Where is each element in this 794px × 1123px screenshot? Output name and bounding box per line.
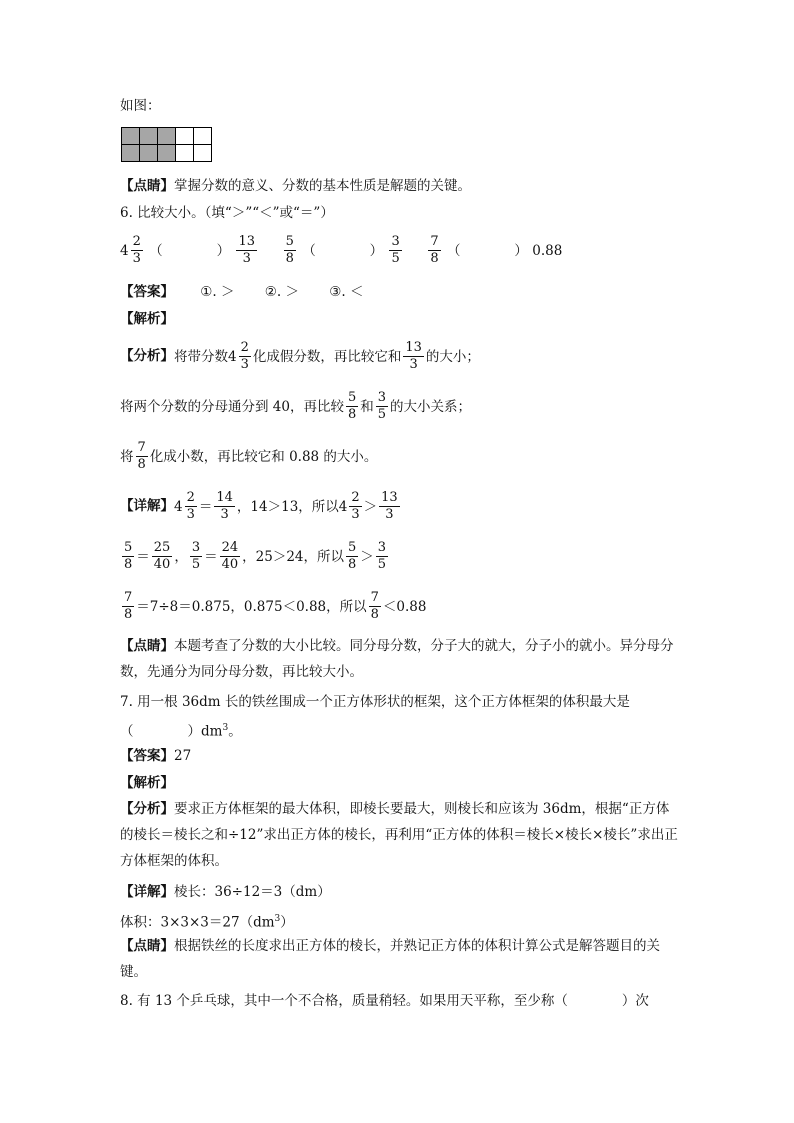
fraction: $\frac{5}{8}$ bbox=[347, 390, 357, 422]
fraction: $\frac{7}{8}$ bbox=[124, 590, 133, 622]
fraction: $\frac{3}{5}$ bbox=[377, 390, 387, 422]
q7-jiexi: 【解析】 bbox=[120, 775, 174, 791]
q6-detail-1: 【详解】4 $\frac{2}{3}$ ＝ $\frac{14}{3}$ ，14＞13，所以4 $\frac{2}{3}$ ＞ $\frac{13}{3}$ bbox=[120, 490, 398, 522]
grid-cell bbox=[194, 145, 212, 162]
answer-blank-1[interactable]: （ ） bbox=[149, 242, 231, 259]
q7-detail-2: 体积：$3\times 3\times 3=27(dm^3)$ bbox=[120, 914, 294, 931]
fraction: $\frac{25}{40}$ bbox=[153, 540, 171, 572]
grid-cell-shaded bbox=[140, 128, 158, 145]
grid-cell-shaded bbox=[158, 128, 176, 145]
fraction: $\frac{3}{5}$ bbox=[377, 540, 387, 572]
q6-fenxi-1: 【分析】将带分数4 $\frac{2}{3}$ 化成假分数，再比较它和 $\frac{13}{3}$ 的大小； bbox=[120, 340, 480, 372]
fraction: $\frac{3}{5}$ bbox=[191, 540, 201, 572]
fraction: $\frac{2}{3}$ bbox=[132, 234, 141, 266]
fraction: $\frac{13}{3}$ bbox=[381, 490, 398, 522]
fraction: $\frac{14}{3}$ bbox=[216, 490, 233, 522]
fraction: $\frac{2}{3}$ bbox=[186, 490, 195, 522]
fraction: $\frac{5}{8}$ bbox=[348, 540, 357, 572]
fraction: $\frac{2}{3}$ bbox=[351, 490, 360, 522]
q7-fenxi: 【分析】要求正方体框架的最大体积，即棱长要最大，则棱长和应该为 36dm，根据“正方体的棱长＝棱长之和÷12”求出正方体的棱长，再利用“正方体的体积＝棱长×棱长×棱长”求出正方体框架的体积。 bbox=[120, 801, 678, 869]
grid-cell-shaded bbox=[140, 145, 158, 162]
grid-cell bbox=[194, 128, 212, 145]
fraction: $\frac{24}{40}$ bbox=[221, 540, 239, 572]
answer-blank-3[interactable]: （ ） bbox=[446, 242, 528, 259]
q6-fenxi-3: 将 $\frac{7}{8}$ 化成小数，再比较它和 0.88 的大小。 bbox=[120, 440, 378, 472]
q6-answer: 【答案】 ①. ＞ ②. ＞ ③. ＜ bbox=[120, 284, 364, 300]
q6-detail-3: $\frac{7}{8}$ ＝7÷8＝0.875，0.875＜0.88，所以 $\frac{7}{8}$ ＜0.88 bbox=[124, 590, 427, 622]
q7-detail-1: 【详解】棱长：36÷12＝3（dm） bbox=[120, 884, 331, 900]
q7-answer: 【答案】27 bbox=[120, 748, 192, 764]
answer-blank-2[interactable]: （ ） bbox=[302, 242, 384, 259]
q8-title: 8. 有 13 个乒乓球，其中一个不合格，质量稍轻。如果用天平称，至少称（ ）次 bbox=[120, 993, 649, 1009]
fraction: $\frac{3}{5}$ bbox=[391, 234, 400, 266]
fraction: $\frac{5}{8}$ bbox=[285, 234, 294, 266]
fraction: $\frac{13}{3}$ bbox=[405, 340, 422, 372]
grid-cell bbox=[176, 145, 194, 162]
fraction: $\frac{7}{8}$ bbox=[370, 590, 379, 622]
q7-tip: 【点睛】根据铁丝的长度求出正方体的棱长，并熟记正方体的体积计算公式是解答题目的关键。 bbox=[120, 938, 660, 980]
fraction: $\frac{5}{8}$ bbox=[124, 540, 133, 572]
q6-items: 4 $\frac{2}{3}$ （ ） $\frac{13}{3}$ $\frac{5}{8}$ （ ） $\frac{3}{5}$ $\frac{7}{8}$ （ ） 0.88 bbox=[120, 234, 563, 266]
fraction-grid bbox=[121, 127, 212, 162]
tip-1: 【点睛】掌握分数的意义、分数的基本性质是解题的关键。 bbox=[120, 178, 471, 194]
intro-text: 如图： bbox=[120, 98, 161, 114]
fraction: $\frac{7}{8}$ bbox=[137, 440, 146, 472]
grid-cell-shaded bbox=[122, 145, 140, 162]
fraction: $\frac{7}{8}$ bbox=[430, 234, 439, 266]
q6-title: 6. 比较大小。（填“＞”“＜”或“＝”） bbox=[120, 205, 334, 221]
q7-title: 7. 用一根 36dm 长的铁丝围成一个正方体形状的框架，这个正方体框架的体积最大是 bbox=[120, 694, 630, 710]
q6-tip: 【点睛】本题考查了分数的大小比较。同分母分数，分子大的就大，分子小的就小。异分母分数，先通分为同分母分数，再比较大小。 bbox=[120, 638, 674, 680]
fraction: $\frac{13}{3}$ bbox=[238, 234, 256, 266]
grid-cell bbox=[176, 128, 194, 145]
fraction: $\frac{2}{3}$ bbox=[240, 340, 249, 372]
grid-cell-shaded bbox=[122, 128, 140, 145]
q6-jiexi: 【解析】 bbox=[120, 311, 174, 327]
answer-blank[interactable]: （ ）dm bbox=[120, 723, 223, 740]
grid-cell-shaded bbox=[158, 145, 176, 162]
q7-blank-line: （ ）$dm^3$。 bbox=[120, 723, 242, 740]
q6-detail-2: $\frac{5}{8}$ ＝ $\frac{25}{40}$ ， $\frac{3}{5}$ ＝ $\frac{24}{40}$ ，25＞24，所以 $\frac{5}{8}$ ＞ $\frac{3}{5}$ bbox=[124, 540, 387, 572]
q6-fenxi-2: 将两个分数的分母通分到 40，再比较 $\frac{5}{8}$ 和 $\frac{3}{5}$ 的大小关系； bbox=[120, 390, 472, 422]
